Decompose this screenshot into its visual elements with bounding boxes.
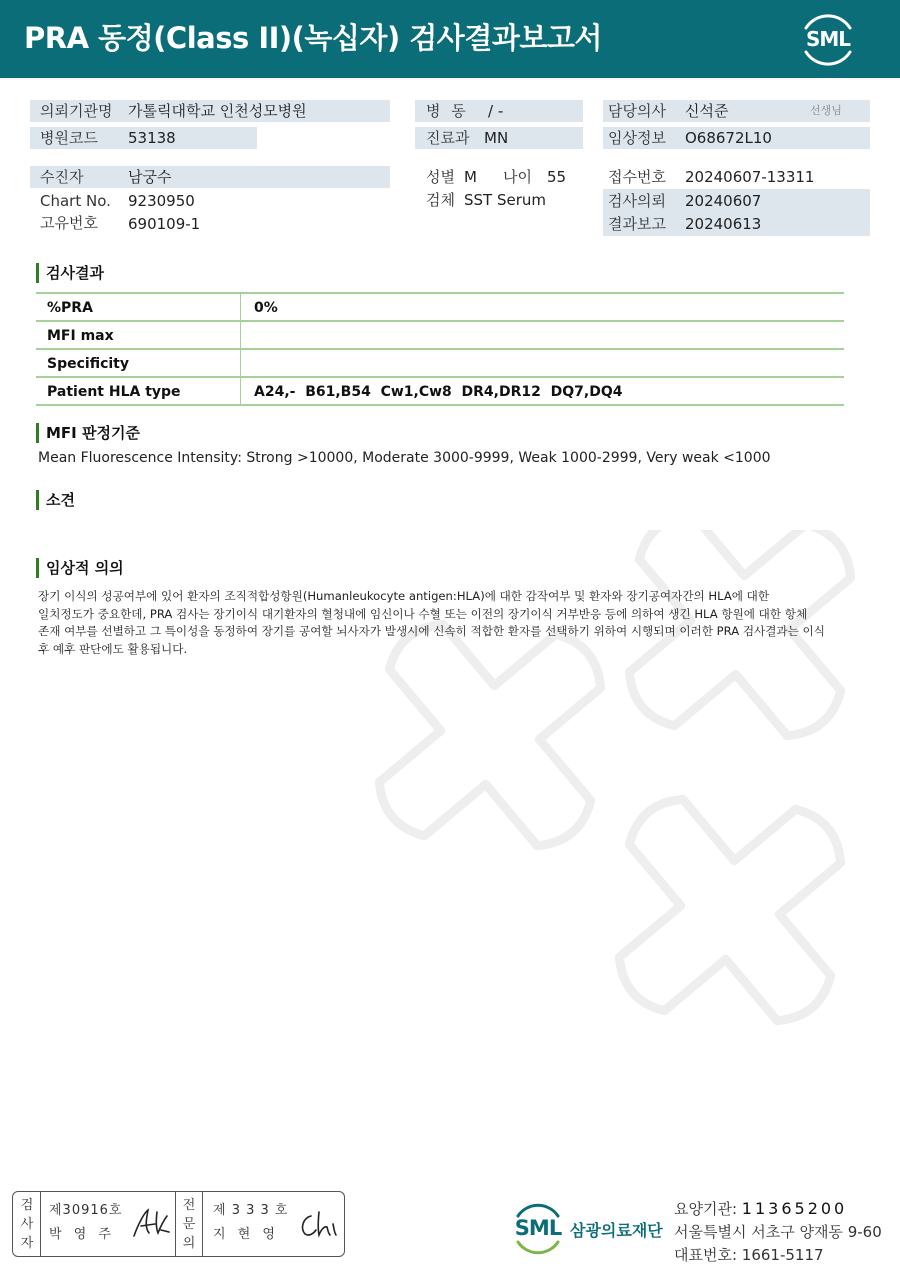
receipt-value: 20240607-13311	[685, 168, 815, 186]
signature-box	[12, 1191, 345, 1257]
table-row	[36, 378, 844, 406]
specialist-license-no: 제 3 3 3 호	[213, 1203, 289, 1218]
patient-label: 수진자	[40, 168, 84, 186]
age-label: 나이	[503, 168, 532, 186]
ward-value: / -	[488, 102, 504, 120]
patient-value: 남궁수	[128, 168, 172, 186]
institution-value: 가톨릭대학교 인천성모병원	[128, 102, 307, 120]
clinical-section-title: 임상적 의의	[36, 558, 124, 578]
sml-logo: SML	[796, 12, 860, 66]
table-row	[36, 350, 844, 378]
report-title: PRA 동정(Class II)(녹십자) 검사결과보고서	[24, 21, 602, 55]
specimen-label: 검체	[426, 191, 455, 209]
result-label: %PRA	[47, 300, 93, 316]
specialist-signature	[297, 1208, 341, 1240]
clinical-line: 존재 여부를 선별하고 그 특이성을 동정하여 장기를 공여할 뇌사자가 발생시에 신속히 적합한 환자를 선택하기 위하여 시행되며 이러한 PRA 검사결과는 이식	[38, 624, 825, 638]
sex-value: M	[464, 168, 477, 186]
result-section-title: 검사결과	[36, 263, 104, 283]
tester-name: 박 영 주	[49, 1227, 115, 1242]
request-label: 검사의뢰	[608, 192, 666, 210]
mfi-criteria-text: Mean Fluorescence Intensity: Strong >10000, Moderate 3000-9999, Weak 1000-2999, Very weak <1000	[38, 450, 771, 466]
sex-label: 성별	[426, 168, 455, 186]
dept-value: MN	[484, 129, 509, 147]
institution-label: 의뢰기관명	[40, 102, 113, 120]
result-label: Specificity	[47, 356, 129, 372]
opinion-section-title: 소견	[36, 490, 75, 510]
clinical-info-label: 임상정보	[608, 129, 666, 147]
doctor-suffix: 선생님	[810, 104, 842, 117]
tester-signature	[131, 1206, 171, 1240]
id-label: 고유번호	[40, 214, 98, 232]
age-value: 55	[547, 168, 567, 186]
result-table	[36, 292, 844, 406]
result-value: 0%	[254, 300, 278, 316]
report-date-value: 20240613	[685, 215, 762, 233]
request-value: 20240607	[685, 192, 762, 210]
tester-license-no: 제30916호	[49, 1203, 123, 1218]
mfi-section-title: MFI 판정기준	[36, 423, 140, 443]
doctor-label: 담당의사	[608, 102, 666, 120]
receipt-label: 접수번호	[608, 168, 666, 186]
sml-footer-logo: SML	[510, 1200, 566, 1256]
chart-value: 9230950	[128, 192, 195, 210]
result-value: A24,- B61,B54 Cw1,Cw8 DR4,DR12 DQ7,DQ4	[254, 384, 623, 400]
report-header	[0, 0, 900, 78]
id-value: 690109-1	[128, 215, 201, 233]
hospital-code-value: 53138	[128, 129, 176, 147]
specialist-name: 지 현 영	[213, 1227, 279, 1242]
specialist-label: 전 문 의	[182, 1198, 196, 1251]
table-row	[36, 322, 844, 350]
org-phone: 대표번호: 1661-5117	[674, 1246, 824, 1264]
table-row	[36, 294, 844, 322]
doctor-value: 신석준	[685, 102, 729, 120]
clinical-line: 일치정도가 중요한데, PRA 검사는 장기이식 대기환자의 혈청내에 임신이나 수혈 또는 이전의 장기이식 거부반응 등에 의하여 생긴 HLA 항원에 대한 항체	[38, 606, 808, 621]
patient-bar	[30, 166, 390, 188]
report-date-label: 결과보고	[608, 215, 666, 233]
result-label: Patient HLA type	[47, 384, 181, 400]
org-address: 서울특별시 서초구 양재동 9-60	[674, 1223, 882, 1241]
ward-label: 병 동	[426, 102, 466, 120]
clinical-info-value: O68672L10	[685, 129, 772, 147]
dept-label: 진료과	[426, 129, 470, 147]
clinical-significance-text	[38, 588, 858, 658]
org-name: 삼광의료재단	[570, 1221, 663, 1240]
clinical-line: 장기 이식의 성공여부에 있어 환자의 조직적합성항원(Humanleukocyte antigen:HLA)에 대한 감작여부 및 환자와 장기공여자간의 HLA에 대한	[38, 589, 770, 603]
clinical-line: 후 예후 판단에도 활용됩니다.	[38, 641, 188, 656]
care-institution-no: 요양기관: 11365200	[674, 1199, 848, 1218]
specimen-value: SST Serum	[464, 191, 547, 209]
chart-label: Chart No.	[40, 192, 111, 210]
tester-label: 검 사 자	[20, 1198, 34, 1251]
hospital-code-label: 병원코드	[40, 129, 98, 147]
result-label: MFI max	[47, 328, 114, 344]
